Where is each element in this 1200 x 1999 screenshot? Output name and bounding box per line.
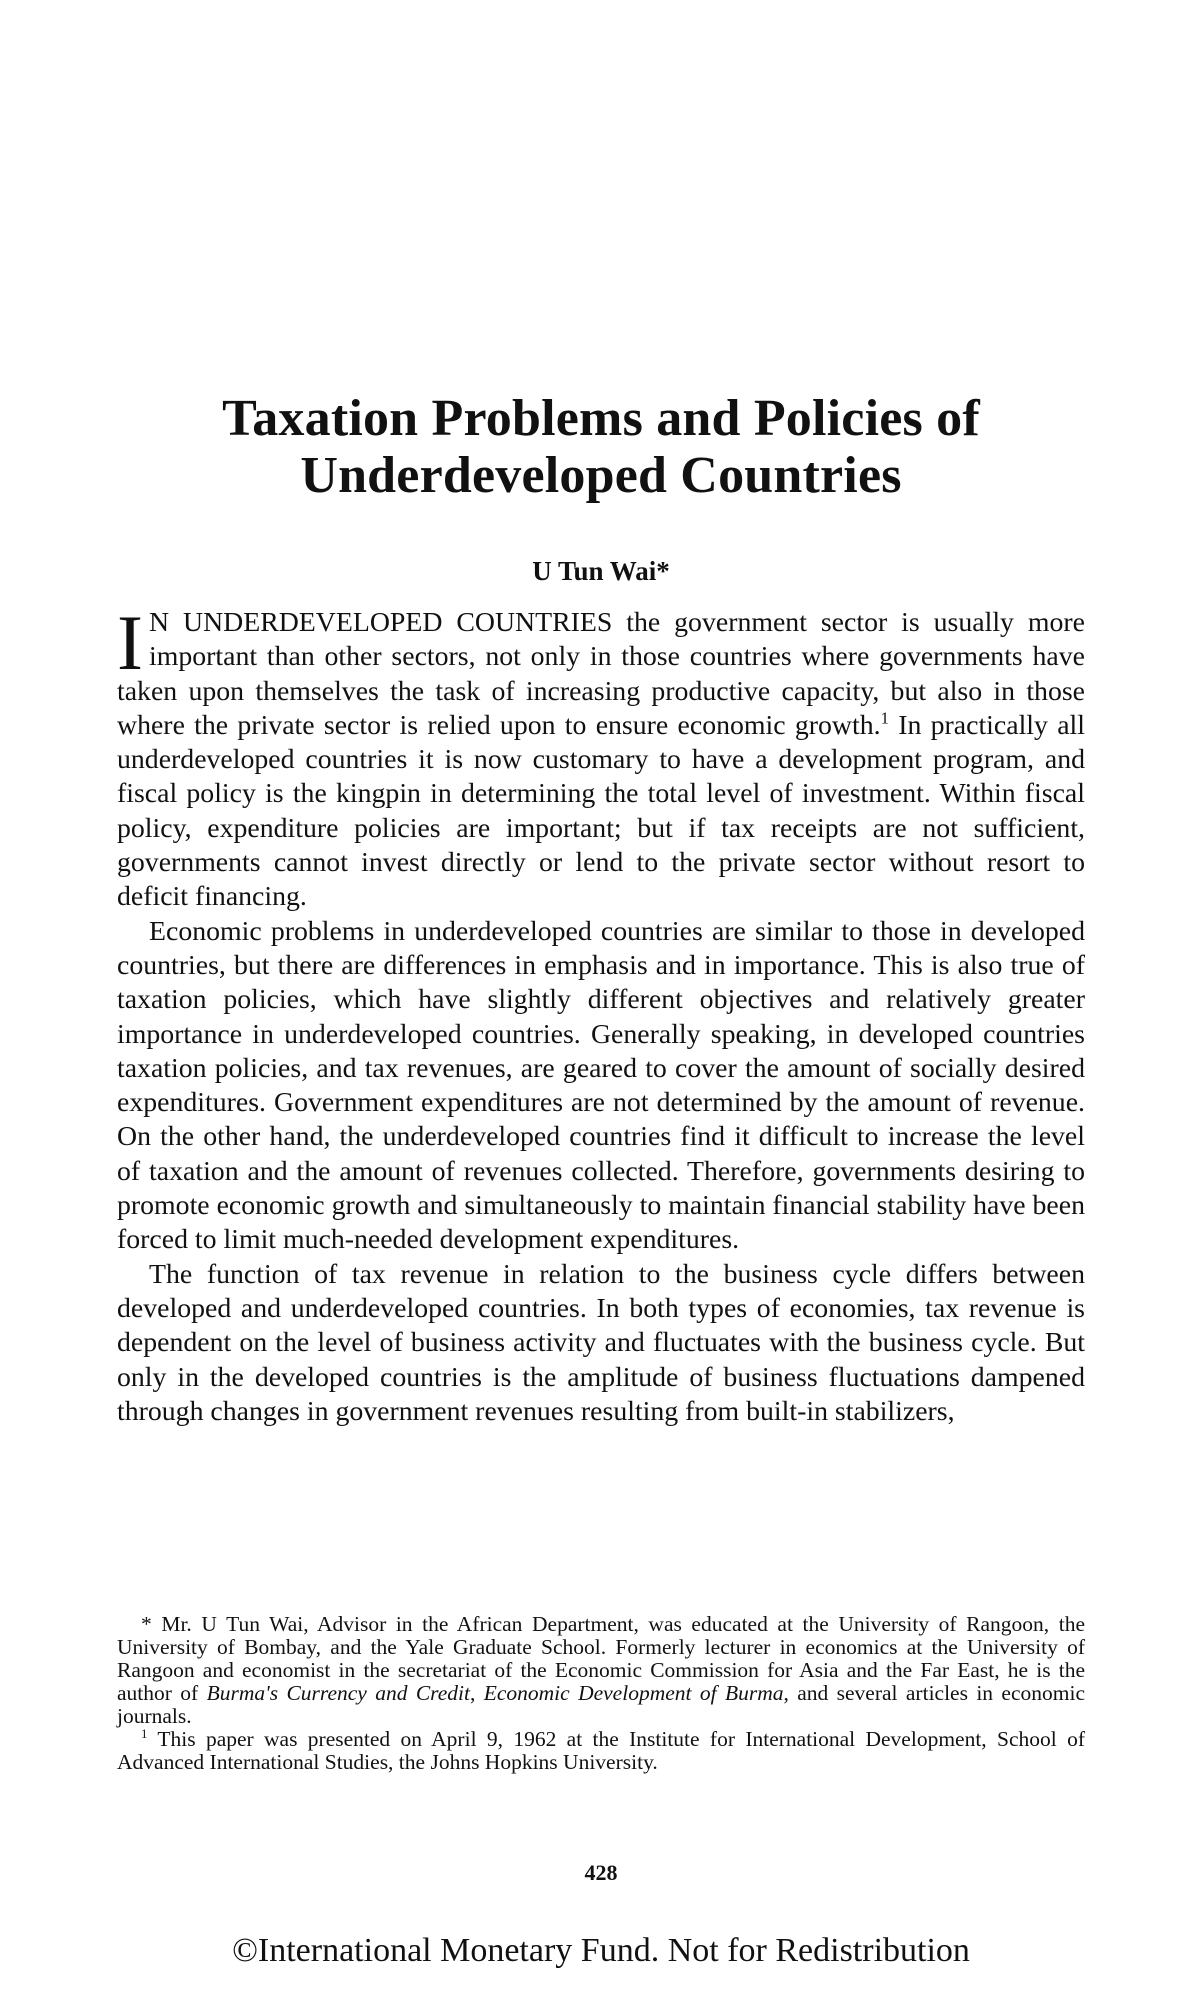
footnotes bbox=[117, 1613, 1085, 1774]
book-title-1: Burma's Currency and Credit bbox=[206, 1681, 470, 1705]
footnote-author-text: * Mr. U Tun Wai, Advisor in the African Department, was educated at the University of Rangoon, the University of Bombay, and the Yale Graduate School. Formerly lecturer in economics at the University of Rangoon and economist in the secretariat of the Economic Commission for Asia and the Far East, he is the author of bbox=[117, 1612, 1085, 1705]
footnote-author bbox=[117, 1613, 1085, 1728]
article-title bbox=[117, 390, 1085, 504]
author-name: U Tun Wai* bbox=[532, 556, 670, 586]
separator: , bbox=[469, 1681, 484, 1705]
book-title-2: Economic Development of Burma bbox=[483, 1681, 784, 1705]
paragraph-1-text-end: In practically all underdeveloped countries it is now customary to have a development program, and fiscal policy is the kingpin in determining the total level of investment. Within fiscal policy, expenditure policies are important; but if tax receipts are not sufficient, governments cannot invest directly or lend to the private sector without resort to deficit financing. bbox=[117, 709, 1085, 913]
footnote-ref-1: 1 bbox=[880, 708, 889, 728]
title-line-2: Underdeveloped Countries bbox=[300, 447, 902, 504]
title-line-1: Taxation Problems and Policies of bbox=[222, 390, 980, 447]
document-page bbox=[117, 0, 1085, 1999]
paragraph-1 bbox=[117, 599, 1085, 915]
footnote-1-mark: 1 bbox=[141, 1726, 148, 1741]
paragraph-2: Economic problems in underdeveloped countries are similar to those in developed countries, but there are differences in emphasis and in importance. This is also true of taxation policies, which have slightly different objectives and relatively greater importance in underdeveloped countries. Generally speaking, in developed countries taxation policies, and tax revenues, are geared to cover the amount of socially desired expenditures. Government expenditures are not determined by the amount of revenue. On the other hand, the underdeveloped countries find it difficult to increase the level of taxation and the amount of revenues collected. Therefore, governments desiring to promote economic growth and simultaneously to maintain financial stability have been forced to limit much-needed development expenditures. bbox=[117, 915, 1086, 1256]
footnote-1-text: This paper was presented on April 9, 1962 at the Institute for International Development, School of Advanced International Studies, the Johns Hopkins University. bbox=[117, 1727, 1085, 1774]
footnote-author-end: , and several articles in economic journals. bbox=[117, 1681, 1086, 1728]
drop-cap: I bbox=[117, 599, 143, 686]
page-number: 428 bbox=[584, 1860, 618, 1885]
footnote-1 bbox=[117, 1728, 1085, 1774]
body-text bbox=[117, 599, 1086, 1429]
paragraph-3: The function of tax revenue in relation to the business cycle differs between developed and underdeveloped countries. In both types of economies, tax revenue is dependent on the level of business activity and fluctuates with the business cycle. But only in the developed countries is the amplitude of business fluctuations dampened through changes in government revenues resulting from built-in stabilizers, bbox=[117, 1258, 1085, 1427]
paragraph-1-text: N UNDERDEVELOPED COUNTRIES the government sector is usually more important than other sectors, not only in those countries where governments have taken upon themselves the task of increasing productive capacity, but also in those where the private sector is relied upon to ensure economic growth. bbox=[117, 607, 1085, 741]
copyright-notice: ©International Monetary Fund. Not for Redistribution bbox=[232, 1932, 970, 1969]
